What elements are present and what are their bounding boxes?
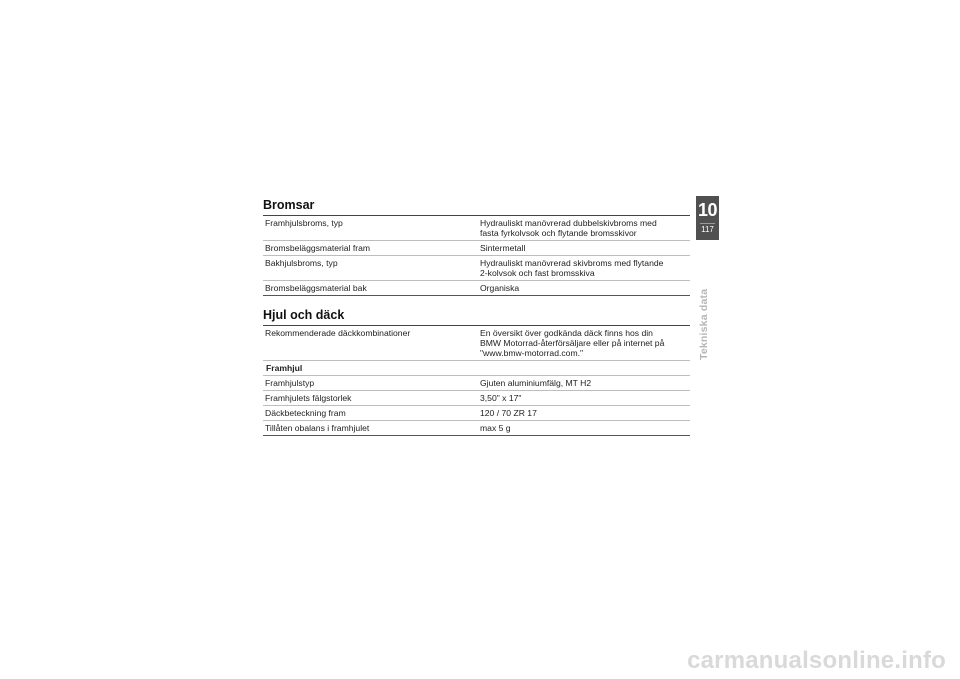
table-row <box>263 281 690 296</box>
watermark: carmanualsonline.info <box>687 647 946 674</box>
subheading-framhjul: Framhjul <box>266 363 303 373</box>
brake-spec-table <box>263 215 690 296</box>
tab-divider <box>700 223 715 224</box>
chapter-tab <box>696 196 719 240</box>
spec-key: Rekommenderade däckkombinationer <box>265 328 411 338</box>
spec-key: Bakhjulsbroms, typ <box>265 258 338 268</box>
section-title-hjul: Hjul och däck <box>263 308 345 322</box>
spec-key: Framhjulstyp <box>265 378 315 388</box>
spec-content <box>263 195 690 436</box>
section-title-bromsar: Bromsar <box>263 198 315 212</box>
table-row <box>263 326 690 361</box>
table-row <box>263 376 690 391</box>
spec-value: max 5 g <box>480 423 511 433</box>
spec-value: Hydrauliskt manövrerad skivbroms med flytande 2-kolvsok och fast bromsskiva <box>480 258 664 278</box>
table-row <box>263 421 690 436</box>
page-number: 117 <box>701 225 714 234</box>
table-row <box>263 241 690 256</box>
table-subheading-row <box>263 361 690 376</box>
spec-value: Sintermetall <box>480 243 526 253</box>
table-row <box>263 256 690 281</box>
spec-key: Bromsbeläggsmaterial fram <box>265 243 371 253</box>
spec-value: Hydrauliskt manövrerad dubbelskivbroms med fasta fyrkolvsok och flytande bromsskivor <box>480 218 657 238</box>
spec-key: Framhjulets fälgstorlek <box>265 393 352 403</box>
table-row <box>263 406 690 421</box>
wheel-spec-table <box>263 325 690 436</box>
spec-key: Bromsbeläggsmaterial bak <box>265 283 367 293</box>
table-row <box>263 216 690 241</box>
spec-key: Framhjulsbroms, typ <box>265 218 343 228</box>
table-row <box>263 391 690 406</box>
spec-value: Organiska <box>480 283 520 293</box>
spec-value: 3,50" x 17" <box>480 393 522 403</box>
spec-key: Däckbeteckning fram <box>265 408 346 418</box>
spec-value: Gjuten aluminiumfälg, MT H2 <box>480 378 592 388</box>
chapter-number: 10 <box>697 200 718 220</box>
spec-value: 120 / 70 ZR 17 <box>480 408 537 418</box>
chapter-side-label: Tekniska data <box>698 288 710 360</box>
spec-value: En översikt över godkända däck finns hos din BMW Motorrad-återförsäljare eller på internet på "www.bmw-motorrad.com." <box>480 328 665 358</box>
spec-key: Tillåten obalans i framhjulet <box>265 423 370 433</box>
